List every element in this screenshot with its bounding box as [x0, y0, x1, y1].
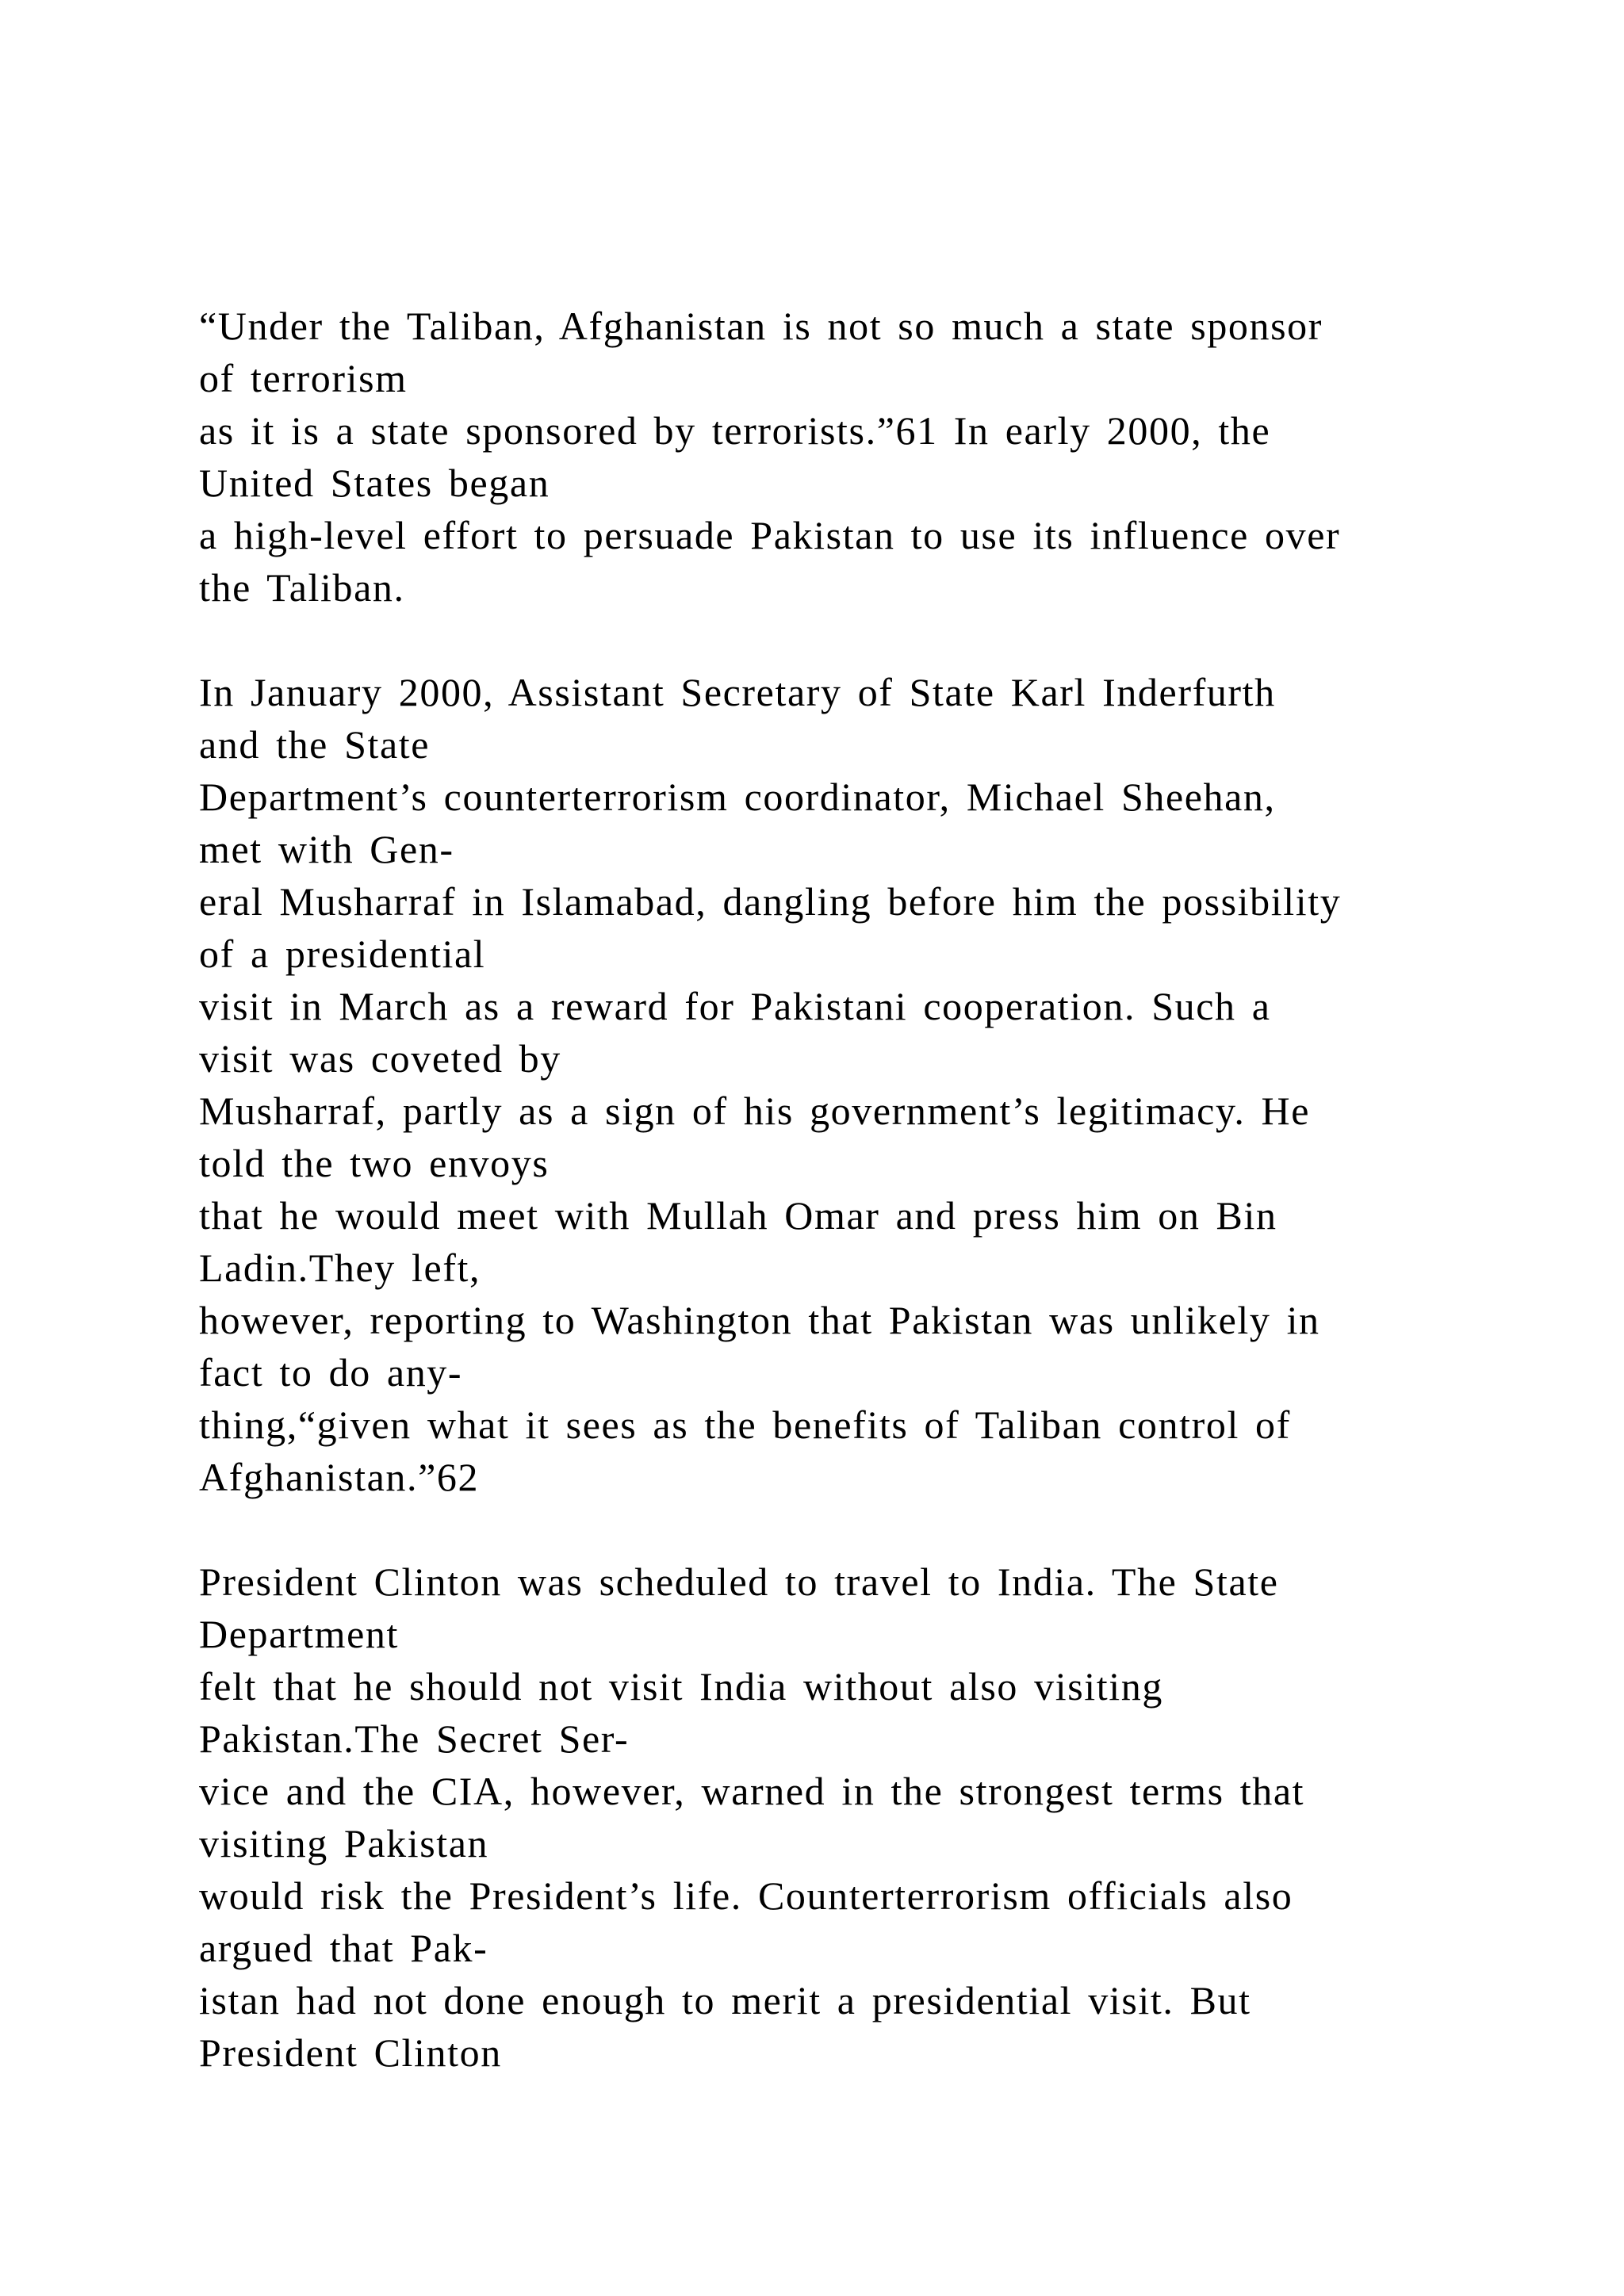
- text-line: In January 2000, Assistant Secretary of State Karl Inderfurth: [199, 670, 1276, 714]
- text-line: however, reporting to Washington that Pakistan was unlikely in: [199, 1298, 1320, 1342]
- text-line: would risk the President’s life. Counterterrorism officials also: [199, 1873, 1293, 1918]
- text-line: a high-level effort to persuade Pakistan to use its influence over: [199, 513, 1341, 557]
- text-line: felt that he should not visit India without also visiting: [199, 1664, 1163, 1709]
- paragraph-january-2000-meeting: [199, 666, 1547, 1503]
- text-line: told the two envoys: [199, 1141, 550, 1185]
- text-line: the Taliban.: [199, 565, 405, 610]
- text-line: visit in March as a reward for Pakistani cooperation. Such a: [199, 984, 1271, 1028]
- text-line: vice and the CIA, however, warned in the strongest terms that: [199, 1769, 1305, 1813]
- text-line: Ladin.They left,: [199, 1246, 481, 1290]
- text-line: President Clinton was scheduled to travel to India. The State: [199, 1559, 1279, 1604]
- text-line: eral Musharraf in Islamabad, dangling before him the possibility: [199, 879, 1342, 924]
- text-line: President Clinton: [199, 2030, 502, 2075]
- text-line: of terrorism: [199, 356, 408, 400]
- text-line: visit was coveted by: [199, 1036, 561, 1081]
- text-line: United States began: [199, 461, 550, 505]
- text-line: fact to do any-: [199, 1350, 463, 1395]
- paragraph-clinton-travel: [199, 1556, 1547, 2079]
- text-line: visiting Pakistan: [199, 1821, 489, 1866]
- text-line: Department: [199, 1612, 400, 1656]
- text-line: istan had not done enough to merit a presidential visit. But: [199, 1978, 1251, 2022]
- text-line: of a presidential: [199, 932, 486, 976]
- document-body: [199, 300, 1547, 2079]
- text-line: argued that Pak-: [199, 1926, 488, 1970]
- text-line: met with Gen-: [199, 827, 454, 871]
- text-line: Department’s counterterrorism coordinator, Michael Sheehan,: [199, 775, 1276, 819]
- text-line: Afghanistan.”62: [199, 1455, 480, 1499]
- text-line: Pakistan.The Secret Ser-: [199, 1716, 630, 1761]
- paragraph-taliban-sponsored: [199, 300, 1547, 614]
- text-line: as it is a state sponsored by terrorists.”61 In early 2000, the: [199, 408, 1271, 453]
- text-line: thing,“given what it sees as the benefits of Taliban control of: [199, 1402, 1291, 1447]
- text-line: Musharraf, partly as a sign of his government’s legitimacy. He: [199, 1089, 1311, 1133]
- text-line: and the State: [199, 722, 431, 767]
- text-line: that he would meet with Mullah Omar and press him on Bin: [199, 1193, 1277, 1238]
- text-line: “Under the Taliban, Afghanistan is not so much a state sponsor: [199, 304, 1323, 348]
